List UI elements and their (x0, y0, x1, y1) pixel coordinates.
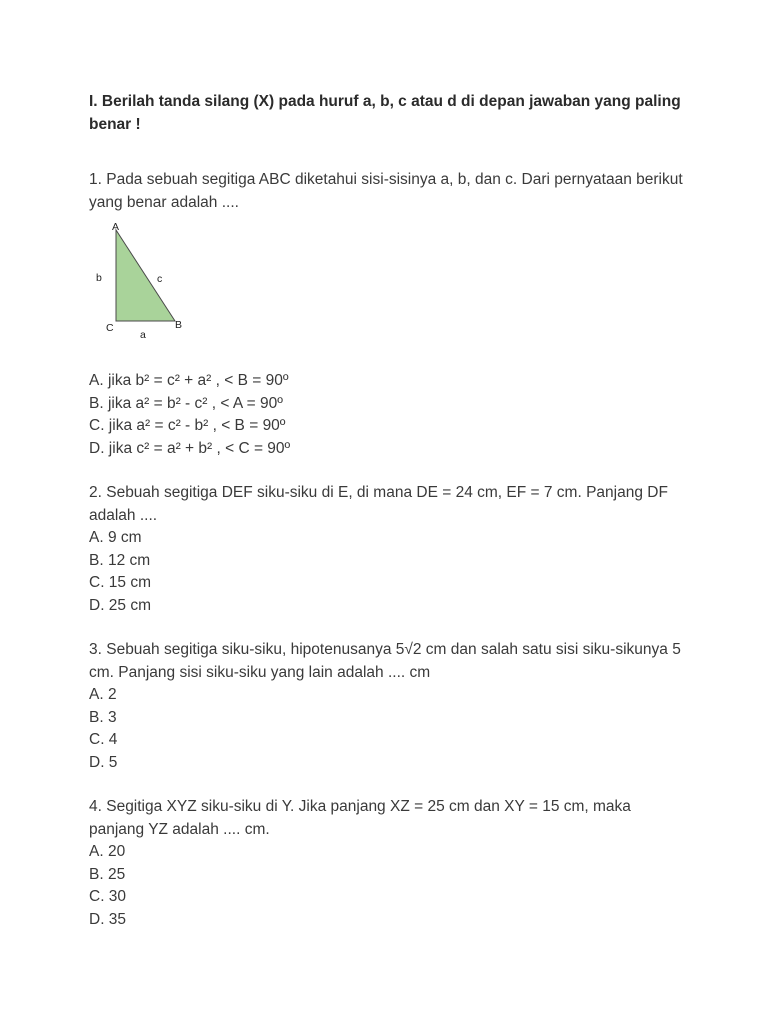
question-1-stem: 1. Pada sebuah segitiga ABC diketahui sisi-sisinya a, b, dan c. Dari pernyataan berikut yang benar adalah .... (89, 171, 683, 211)
instruction-heading: I. Berilah tanda silang (X) pada huruf a, b, c atau d di depan jawaban yang paling benar ! (89, 93, 681, 133)
question-1-option-a: A. jika b² = c² + a² , < B = 90º (89, 372, 289, 389)
question-3-option-a: A. 2 (89, 686, 117, 703)
vertex-label-c: C (106, 322, 114, 334)
question-4-option-c: C. 30 (89, 888, 127, 905)
question-3-option-d: D. 5 (89, 753, 118, 771)
right-triangle-abc-figure (89, 218, 209, 346)
question-2 (89, 482, 689, 617)
question-2-option-c: C. 15 cm (89, 574, 152, 591)
side-label-b: b (96, 272, 102, 284)
question-2-stem: 2. Sebuah segitiga DEF siku-siku di E, di mana DE = 24 cm, EF = 7 cm. Panjang DF adalah .... (89, 484, 668, 524)
question-4-option-d: D. 35 (89, 910, 127, 928)
question-3-option-b: B. 3 (89, 708, 117, 726)
question-4-option-b: B. 25 (89, 865, 126, 883)
side-label-a: a (140, 329, 146, 341)
question-4-option-a: A. 20 (89, 843, 126, 860)
triangle-abc-shape (116, 230, 175, 321)
question-3-stem: 3. Sebuah segitiga siku-siku, hipotenusanya 5√2 cm dan salah satu sisi siku-sikunya 5 cm. Panjang sisi siku-siku yang lain adalah .... cm (89, 641, 681, 681)
question-1 (89, 169, 689, 460)
question-1-option-b: B. jika a² = b² - c² , < A = 90º (89, 394, 283, 412)
vertex-label-a: A (112, 221, 120, 233)
side-label-c: c (157, 273, 163, 285)
question-2-option-a: A. 9 cm (89, 529, 142, 546)
question-2-option-d: D. 25 cm (89, 596, 152, 614)
question-4 (89, 796, 689, 931)
question-2-option-b: B. 12 cm (89, 551, 151, 569)
vertex-label-b: B (175, 319, 183, 331)
question-3-option-c: C. 4 (89, 731, 118, 748)
question-3 (89, 639, 689, 774)
question-4-stem: 4. Segitiga XYZ siku-siku di Y. Jika panjang XZ = 25 cm dan XY = 15 cm, maka panjang YZ adalah .... cm. (89, 798, 631, 838)
question-1-option-c: C. jika a² = c² - b² , < B = 90º (89, 417, 286, 434)
question-1-option-d: D. jika c² = a² + b² , < C = 90º (89, 439, 291, 457)
worksheet-page (89, 90, 689, 931)
